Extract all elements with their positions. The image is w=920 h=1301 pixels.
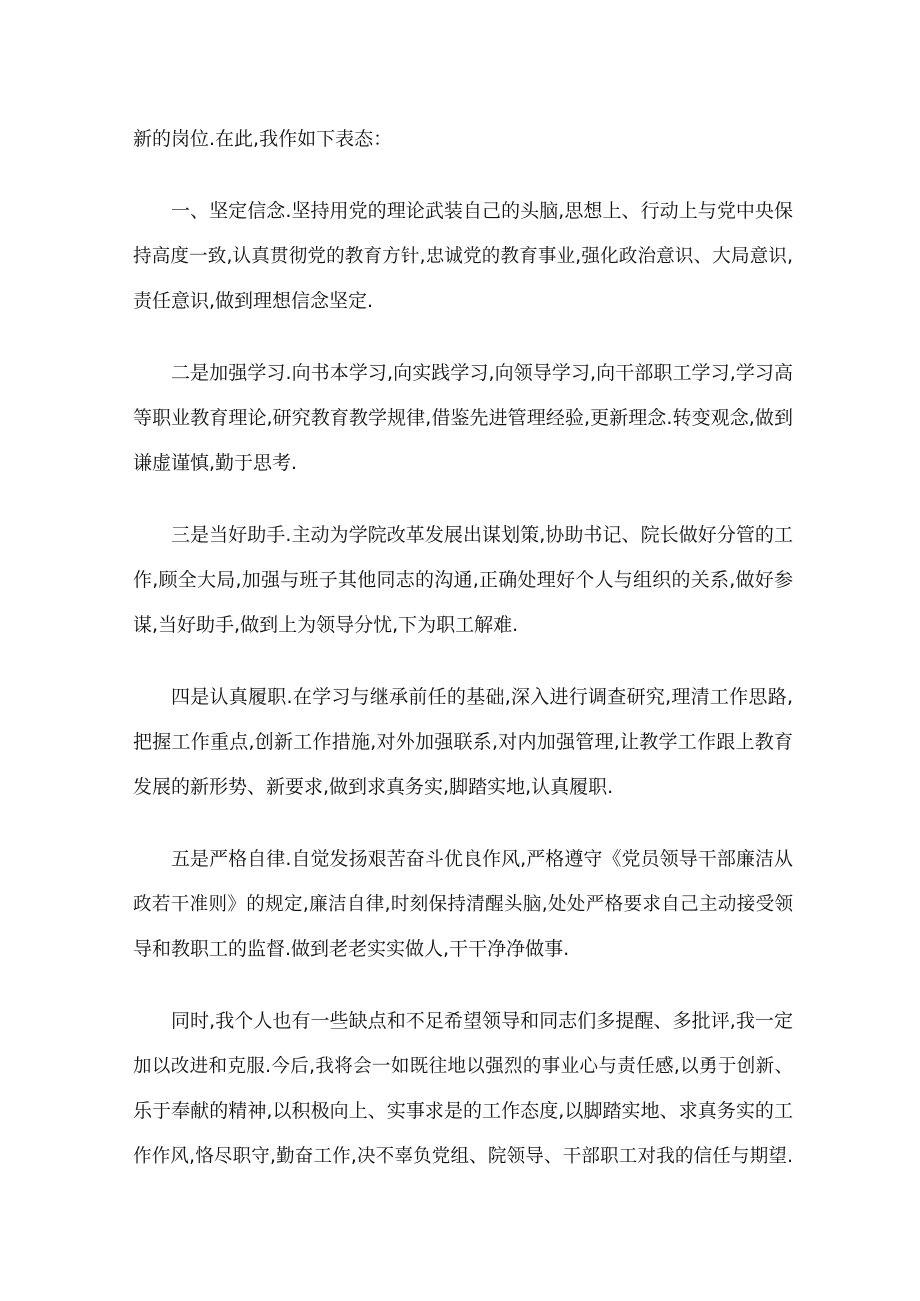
paragraph-point-4 <box>133 675 793 810</box>
paragraph-point-2 <box>133 351 793 486</box>
text-line: 谋,当好助手,做到上为领导分忧,下为职工解难. <box>133 614 519 636</box>
paragraph-point-1 <box>133 189 793 324</box>
text-line: 等职业教育理论,研究教育教学规律,借鉴先进管理经验,更新理念.转变观念,做到 <box>133 407 793 429</box>
text-line: 二是加强学习.向书本学习,向实践学习,向领导学习,向干部职工学习,学习高 <box>171 362 793 384</box>
document-body <box>133 117 793 1206</box>
text-line: 作,顾全大局,加强与班子其他同志的沟通,正确处理好个人与组织的关系,做好参 <box>133 569 793 591</box>
paragraph-closing <box>133 999 793 1179</box>
text-line: 一、坚定信念.坚持用党的理论武装自己的头脑,思想上、行动上与党中央保 <box>171 200 793 222</box>
text-line: 作作风,恪尽职守,勤奋工作,决不辜负党组、院领导、干部职工对我的信任与期望. <box>133 1146 793 1167</box>
text-line: 同时,我个人也有一些缺点和不足希望领导和同志们多提醒、多批评,我一定 <box>171 1010 793 1032</box>
text-line: 加以改进和克服.今后,我将会一如既往地以强烈的事业心与责任感,以勇于创新、 <box>133 1056 793 1077</box>
text-line: 发展的新形势、新要求,做到求真务实,脚踏实地,认真履职. <box>133 776 614 798</box>
text-line: 持高度一致,认真贯彻党的教育方针,忠诚党的教育事业,强化政治意识、大局意识, <box>133 246 793 267</box>
text-line: 五是严格自律.自觉发扬艰苦奋斗优良作风,严格遵守《党员领导干部廉洁从 <box>171 848 793 870</box>
text-line: 责任意识,做到理想信念坚定. <box>133 290 374 312</box>
text-line: 谦虚谨慎,勤于思考. <box>133 452 298 474</box>
text-line: 三是当好助手.主动为学院改革发展出谋划策,协助书记、院长做好分管的工 <box>171 524 793 546</box>
text-line: 新的岗位.在此,我作如下表态： <box>133 128 393 150</box>
paragraph-point-5 <box>133 837 793 972</box>
text-line: 乐于奉献的精神,以积极向上、实事求是的工作态度,以脚踏实地、求真务实的工 <box>133 1100 793 1122</box>
text-line: 把握工作重点,创新工作措施,对外加强联系,对内加强管理,让教学工作跟上教育 <box>133 731 793 753</box>
text-line: 四是认真履职.在学习与继承前任的基础,深入进行调查研究,理清工作思路, <box>171 686 793 708</box>
paragraph-intro <box>133 117 793 162</box>
paragraph-point-3 <box>133 513 793 648</box>
text-line: 政若干准则》的规定,廉洁自律,时刻保持清醒头脑,处处严格要求自己主动接受领 <box>133 894 793 915</box>
text-line: 导和教职工的监督.做到老老实实做人,干干净净做事. <box>133 938 570 960</box>
